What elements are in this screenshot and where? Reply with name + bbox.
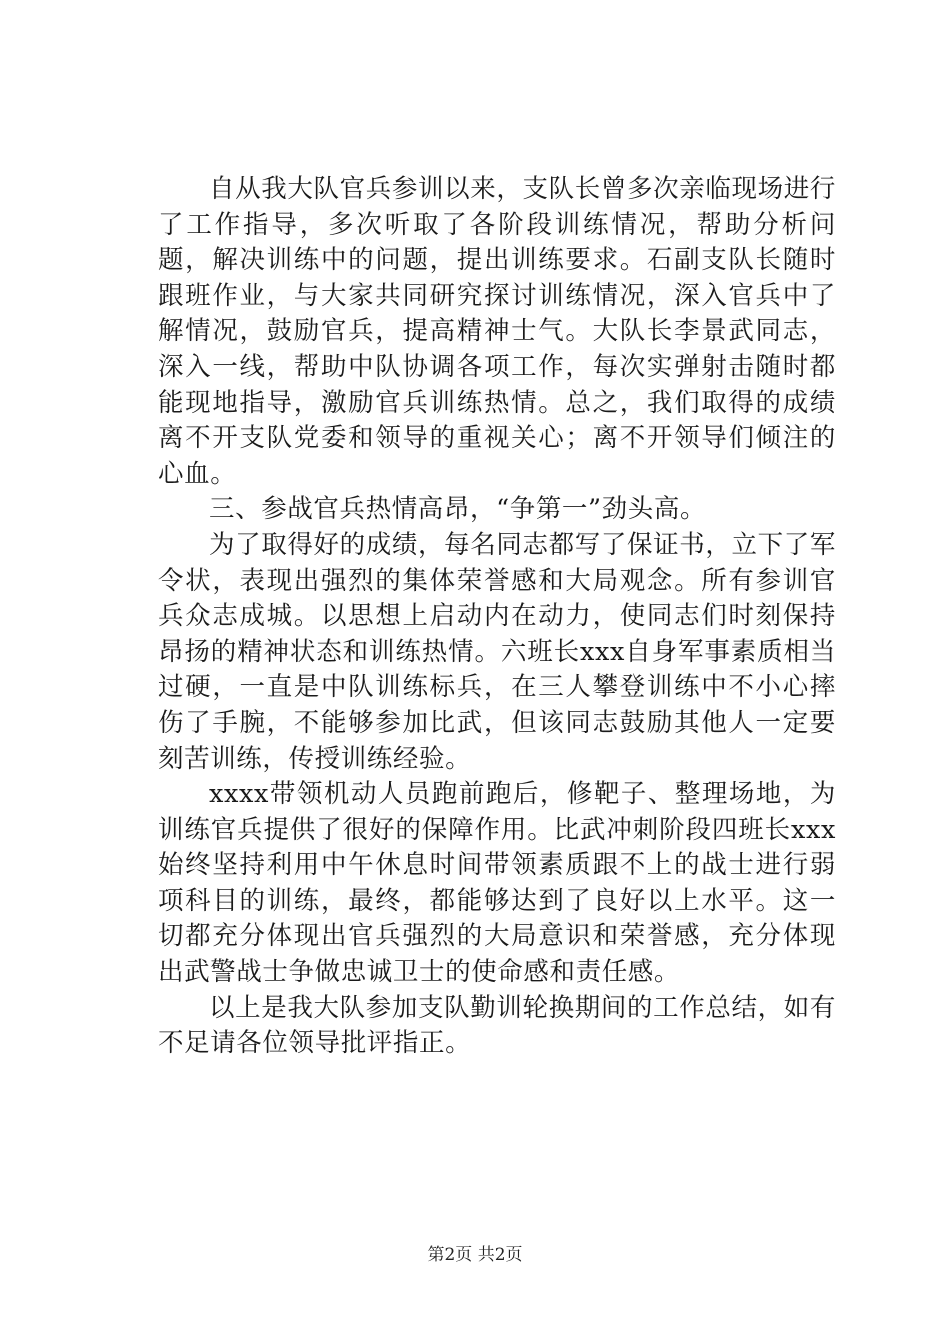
page-number-footer: 第2页 共2页 — [427, 1245, 523, 1265]
paragraph-leadership-support: 自从我大队官兵参训以来，支队长曾多次亲临现场进行了工作指导，多次听取了各阶段训练情况，帮助分析问题，解决训练中的问题，提出训练要求。石副支队长随时跟班作业，与大家共同研究探讨训练情况，深入官兵中了解情况，鼓励官兵，提高精神士气。大队长李景武同志，深入一线，帮助中队协调各项工作，每次实弹射击随时都能现地指导，激励官兵训练热情。总之，我们取得的成绩离不开支队党委和领导的重视关心；离不开领导们倾注的心血。 — [158, 174, 836, 489]
paragraph-support-team: xxxx带领机动人员跑前跑后，修靶子、整理场地，为训练官兵提供了很好的保障作用。比武冲刺阶段四班长xxx始终坚持利用中午休息时间带领素质跟不上的战士进行弱项科目的训练，最终，都能够达到了良好以上水平。这一切都充分体现出官兵强烈的大局意识和荣誉感，充分体现出武警战士争做忠诚卫士的使命感和责任感。 — [158, 779, 836, 988]
section-heading-three: 三、参战官兵热情高昂，“争第一”劲头高。 — [209, 494, 707, 525]
document-body — [158, 172, 836, 1062]
paragraph-conclusion: 以上是我大队参加支队勤训轮换期间的工作总结，如有不足请各位领导批评指正。 — [158, 992, 836, 1059]
paragraph-soldiers-spirit: 为了取得好的成绩，每名同志都写了保证书，立下了军令状，表现出强烈的集体荣誉感和大局观念。所有参训官兵众志成城。以思想上启动内在动力，使同志们时刻保持昂扬的精神状态和训练热情。六班长xxx自身军事素质相当过硬，一直是中队训练标兵，在三人攀登训练中不小心摔伤了手腕，不能够参加比武，但该同志鼓励其他人一定要刻苦训练，传授训练经验。 — [158, 529, 836, 774]
